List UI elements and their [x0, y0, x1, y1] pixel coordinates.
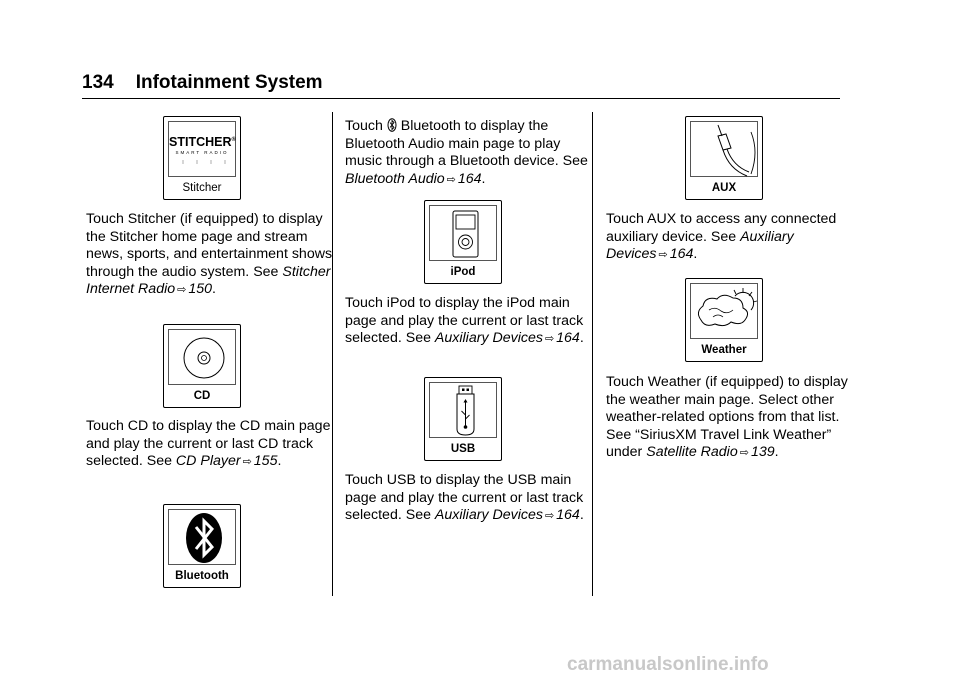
ipod-ref-page[interactable]: 164: [556, 330, 580, 347]
ref-arrow-icon: ⇨: [544, 510, 555, 523]
aux-paragraph: Touch AUX to access any connected auxiliary device. See Auxiliary Devices ⇨ 164.: [606, 211, 837, 263]
aux-ref-page[interactable]: 164: [669, 246, 694, 263]
ipod-paragraph: Touch iPod to display the iPod main page and play the current or last track selected. See Auxiliary Devices ⇨ 164.: [345, 295, 584, 347]
aux-cable-icon: [691, 122, 761, 178]
cd-ref[interactable]: CD Player: [175, 453, 241, 470]
weather-ref[interactable]: Satellite Radio: [646, 444, 738, 461]
weather-icon-area: [690, 283, 758, 339]
stitcher-ref[interactable]: Stitcher Internet Radio: [86, 263, 331, 298]
usb-ref-page[interactable]: 164: [556, 507, 580, 524]
weather-cloud-sun-icon: [691, 284, 761, 340]
disc-icon: [169, 330, 239, 386]
bluetooth-caption: Bluetooth: [175, 570, 229, 582]
ref-arrow-icon: ⇨: [242, 456, 252, 469]
column-divider-1: [332, 112, 333, 596]
cd-icon-button[interactable]: [163, 324, 241, 408]
stitcher-logo-subtitle: SMART RADIO: [175, 150, 229, 155]
stitcher-caption: Stitcher: [182, 182, 222, 194]
ipod-device-icon: [430, 206, 500, 262]
weather-ref-page[interactable]: 139: [750, 444, 775, 461]
usb-ref[interactable]: Auxiliary Devices: [434, 507, 543, 524]
bluetooth-icon-button[interactable]: [163, 504, 241, 588]
cd-caption: CD: [193, 390, 211, 402]
usb-icon-area: [429, 382, 497, 438]
usb-icon-button[interactable]: [424, 377, 502, 461]
cd-paragraph: Touch CD to display the CD main page and play the current or last CD track selected. See CD Player ⇨ 155.: [86, 418, 331, 470]
stitcher-logo: STITCHER®: [169, 135, 236, 149]
header-rule: [82, 98, 840, 99]
section-title: Infotainment System: [135, 72, 323, 93]
usb-paragraph: Touch USB to display the USB main page and play the current or last track selected. See Auxiliary Devices ⇨ 164.: [345, 472, 584, 524]
stitcher-logo-area: [168, 121, 236, 177]
bluetooth-ref-page[interactable]: 164: [457, 170, 482, 187]
bluetooth-inline-icon: [387, 118, 397, 132]
page-header: [82, 72, 323, 94]
cd-ref-page[interactable]: 155: [253, 453, 278, 470]
weather-paragraph: Touch Weather (if equipped) to display the weather main page. Select other weather-related options from that list. See “SiriusXM Travel Link Weather” under Satellite Radio ⇨ 139.: [606, 374, 848, 461]
bluetooth-icon-area: [168, 509, 236, 565]
stitcher-ticks: [169, 122, 239, 178]
ipod-caption: iPod: [450, 266, 476, 278]
weather-caption: Weather: [701, 344, 747, 356]
ipod-ref[interactable]: Auxiliary Devices: [434, 330, 543, 347]
ref-arrow-icon: ⇨: [658, 249, 668, 262]
aux-caption: AUX: [711, 182, 737, 194]
watermark: carmanualsonline.info: [567, 654, 769, 675]
weather-icon-button[interactable]: [685, 278, 763, 362]
bluetooth-ref[interactable]: Bluetooth Audio: [345, 170, 445, 187]
aux-ref[interactable]: Auxiliary Devices: [606, 228, 794, 263]
ref-arrow-icon: ⇨: [177, 284, 187, 297]
page-number: 134: [82, 72, 114, 93]
stitcher-ref-page[interactable]: 150: [188, 281, 213, 298]
bluetooth-icon: [169, 510, 239, 566]
cd-icon-area: [168, 329, 236, 385]
ipod-icon-button[interactable]: [424, 200, 502, 284]
ipod-icon-area: [429, 205, 497, 261]
usb-drive-icon: [430, 383, 500, 439]
bluetooth-paragraph: Touch Bluetooth to display the Bluetooth Audio main page to play music through a Bluetooth device. See Bluetooth Audio ⇨ 164.: [345, 118, 588, 187]
ref-arrow-icon: ⇨: [446, 173, 456, 186]
usb-caption: USB: [450, 443, 476, 455]
stitcher-icon-button[interactable]: [163, 116, 241, 200]
ref-arrow-icon: ⇨: [739, 447, 749, 460]
stitcher-paragraph: Touch Stitcher (if equipped) to display the Stitcher home page and stream news, sports, and entertainment shows through the audio system. See Stitcher Internet Radio ⇨ 150.: [86, 211, 333, 298]
ref-arrow-icon: ⇨: [544, 333, 555, 346]
aux-icon-button[interactable]: [685, 116, 763, 200]
aux-icon-area: [690, 121, 758, 177]
